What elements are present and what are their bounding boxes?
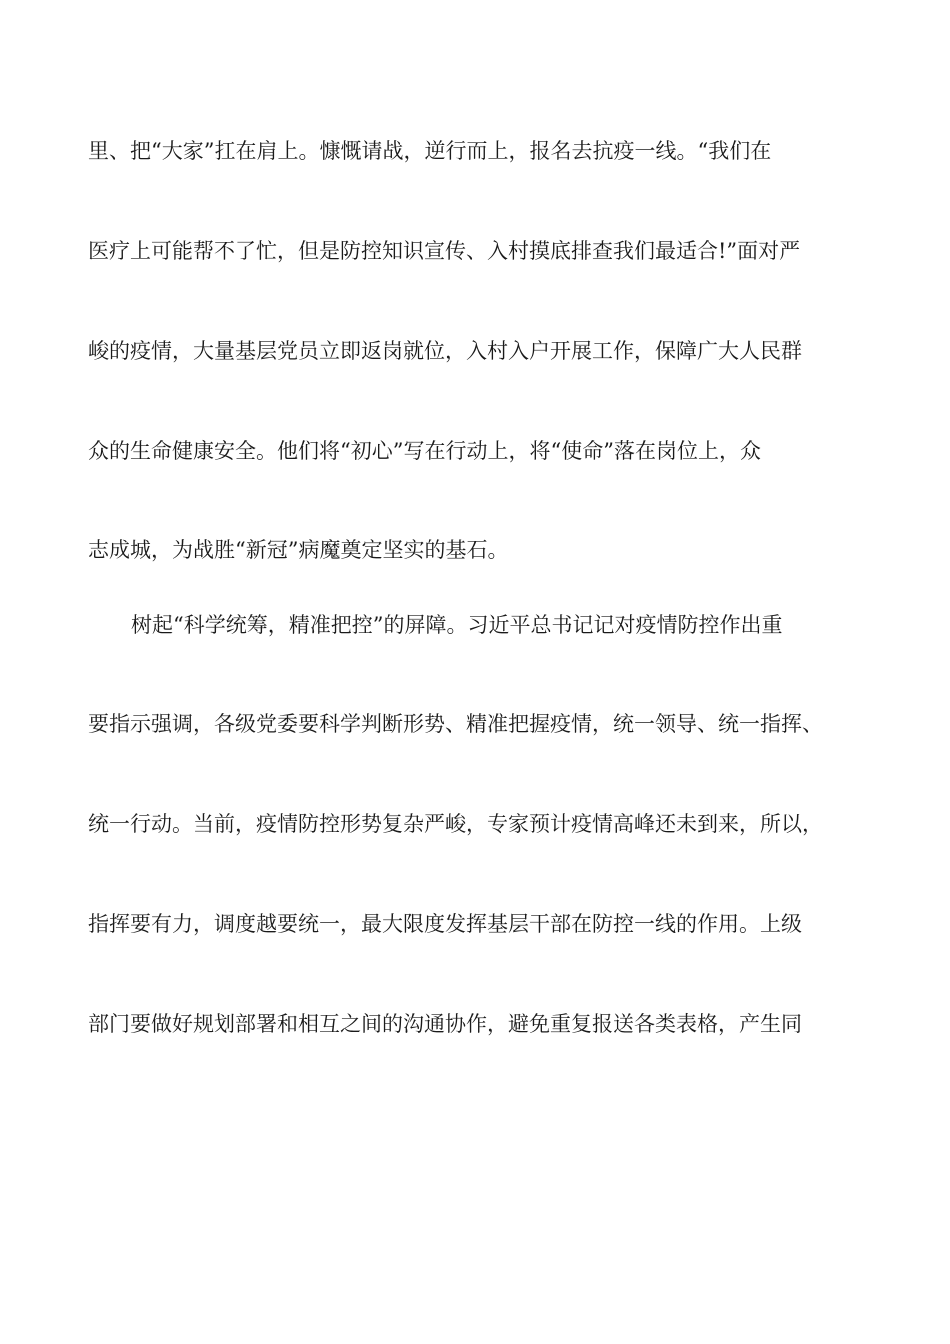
text-line: 要指示强调，各级党委要科学判断形势、精准把握疫情，统一领导、统一指挥、 <box>88 712 823 736</box>
text-line: 指挥要有力，调度越要统一，最大限度发挥基层干部在防控一线的作用。上级 <box>88 912 802 936</box>
text-line: 志成城，为战胜“新冠”病魔奠定坚实的基石。 <box>88 538 509 562</box>
text-line: 众的生命健康安全。他们将“初心”写在行动上，将“使命”落在岗位上，众 <box>88 439 761 463</box>
text-line: 统一行动。当前，疫情防控形势复杂严峻，专家预计疫情高峰还未到来，所以， <box>88 812 823 836</box>
paragraph-first-line: 树起“科学统筹，精准把控”的屏障。习近平总书记记对疫情防控作出重 <box>131 613 783 637</box>
text-line: 里、把“大家”扛在肩上。慷慨请战，逆行而上，报名去抗疫一线。“我们在 <box>88 139 772 163</box>
text-line: 峻的疫情，大量基层党员立即返岗就位，入村入户开展工作，保障广大人民群 <box>88 339 802 363</box>
text-line: 医疗上可能帮不了忙，但是防控知识宣传、入村摸底排查我们最适合!”面对严 <box>88 239 801 263</box>
text-line: 部门要做好规划部署和相互之间的沟通协作，避免重复报送各类表格，产生同 <box>88 1012 802 1036</box>
